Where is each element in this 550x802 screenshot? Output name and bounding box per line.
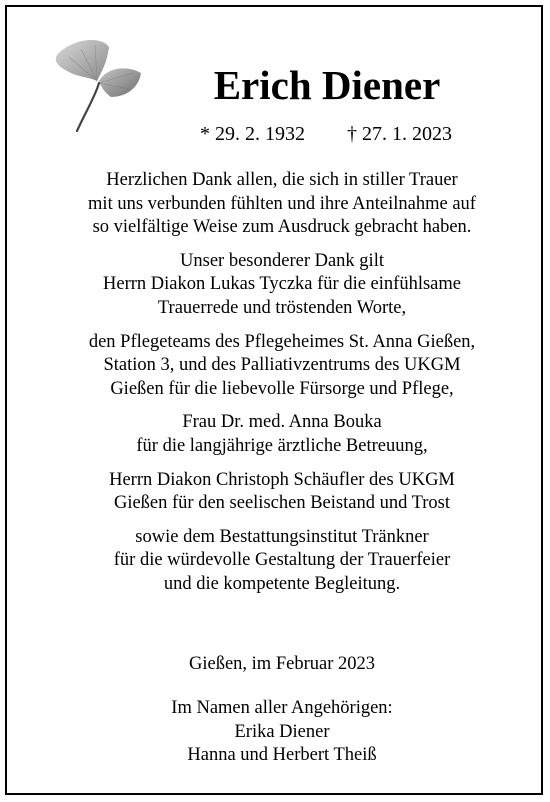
thanks-paragraph [19,273,545,320]
thanks-paragraph [19,469,545,516]
text-line: sowie dem Bestattungsinstitut Tränkner [135,526,429,547]
text-line: so vielfältige Weise zum Ausdruck gebracht haben. [92,217,472,238]
place-and-date: Gießen, im Februar 2023 [189,654,375,674]
message-body [19,169,545,597]
text-line: Station 3, und des Palliativzentrums des UKGM [103,355,461,376]
deceased-name: Erich Diener [213,62,441,108]
text-line: Herrn Diakon Christoph Schäufler des UKGM [109,469,455,490]
birth-date: * 29. 2. 1932 [200,123,305,145]
death-date: † 27. 1. 2023 [347,123,452,145]
ginkgo-leaf-icon [49,37,149,137]
text-line: Frau Dr. med. Anna Bouka [182,412,382,433]
signature-line: Erika Diener [234,721,330,742]
text-line: mit uns verbunden fühlten und ihre Anteilnahme auf [88,193,476,214]
text-line: Gießen für den seelischen Beistand und Trost [113,493,451,514]
signature-line: Hanna und Herbert Theiß [187,745,377,766]
thanks-paragraph [19,526,545,597]
thanks-heading: Unser besonderer Dank gilt [180,250,384,271]
thanks-paragraph [19,331,545,402]
text-line: Trauerrede und tröstenden Worte, [157,297,407,318]
obituary-frame [5,5,543,795]
thanks-paragraph [19,411,545,458]
signature-block [19,697,545,768]
text-line: für die würdevolle Gestaltung der Trauerfeier [113,550,451,571]
text-line: Gießen für die liebevolle Fürsorge und Pflege, [110,378,454,399]
signature-line: Im Namen aller Angehörigen: [171,698,393,718]
text-line: den Pflegeteams des Pflegeheimes St. Anna Gießen, [88,331,476,352]
intro-paragraph [19,169,545,240]
text-line: Herrn Diakon Lukas Tyczka für die einfühlsame [103,274,461,295]
text-line: Herzlichen Dank allen, die sich in stiller Trauer [106,170,458,190]
text-line: und die kompetente Begleitung. [163,573,401,594]
text-line: für die langjährige ärztliche Betreuung, [136,435,428,456]
